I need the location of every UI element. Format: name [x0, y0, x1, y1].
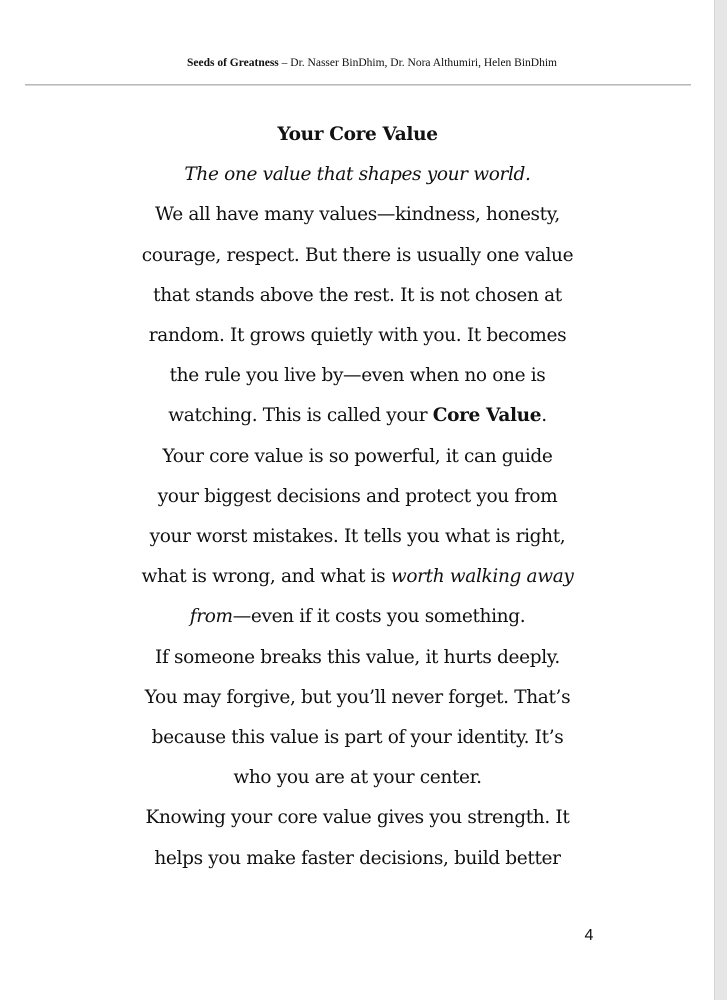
italic-phrase: worth walking away: [390, 566, 574, 588]
text-run: .: [541, 405, 547, 427]
section-subtitle: The one value that shapes your world.: [184, 164, 531, 186]
vertical-scrollbar[interactable]: [714, 0, 727, 1000]
text-line: If someone breaks this value, it hurts deeply.: [155, 646, 560, 668]
text-line: that stands above the rest. It is not chosen at: [153, 284, 562, 306]
bold-term-core-value: Core Value: [432, 405, 542, 427]
text-line: your worst mistakes. It tells you what is right,: [149, 526, 566, 548]
running-header: [0, 57, 727, 69]
text-run: what is wrong, and what is: [141, 566, 391, 588]
italic-phrase: from: [189, 606, 233, 628]
text-line: the rule you live by—even when no one is: [169, 365, 546, 387]
text-line: Your core value is so powerful, it can guide: [162, 445, 553, 467]
page-body: [60, 115, 655, 879]
text-line: random. It grows quietly with you. It becomes: [148, 325, 567, 347]
text-line: [60, 597, 655, 637]
header-authors: – Dr. Nasser BinDhim, Dr. Nora Althumiri, Helen BinDhim: [278, 57, 557, 69]
text-line: because this value is part of your identity. It’s: [151, 727, 564, 749]
text-run: watching. This is called your: [168, 405, 433, 427]
text-line: who you are at your center.: [233, 767, 482, 789]
header-divider: [25, 84, 691, 86]
text-run: —even if it costs you something.: [232, 606, 526, 628]
text-line: helps you make faster decisions, build better: [154, 847, 561, 869]
text-line: courage, respect. But there is usually one value: [141, 244, 574, 266]
text-line: your biggest decisions and protect you from: [157, 485, 558, 507]
page-number: 4: [584, 927, 594, 944]
text-line: Knowing your core value gives you strength. It: [145, 807, 570, 829]
text-line: [60, 396, 655, 436]
text-line: You may forgive, but you’ll never forget. That’s: [144, 686, 571, 708]
text-line: [60, 557, 655, 597]
section-title: Your Core Value: [277, 124, 438, 145]
text-line: We all have many values—kindness, honesty,: [155, 204, 560, 226]
header-book-title: Seeds of Greatness: [187, 57, 279, 69]
